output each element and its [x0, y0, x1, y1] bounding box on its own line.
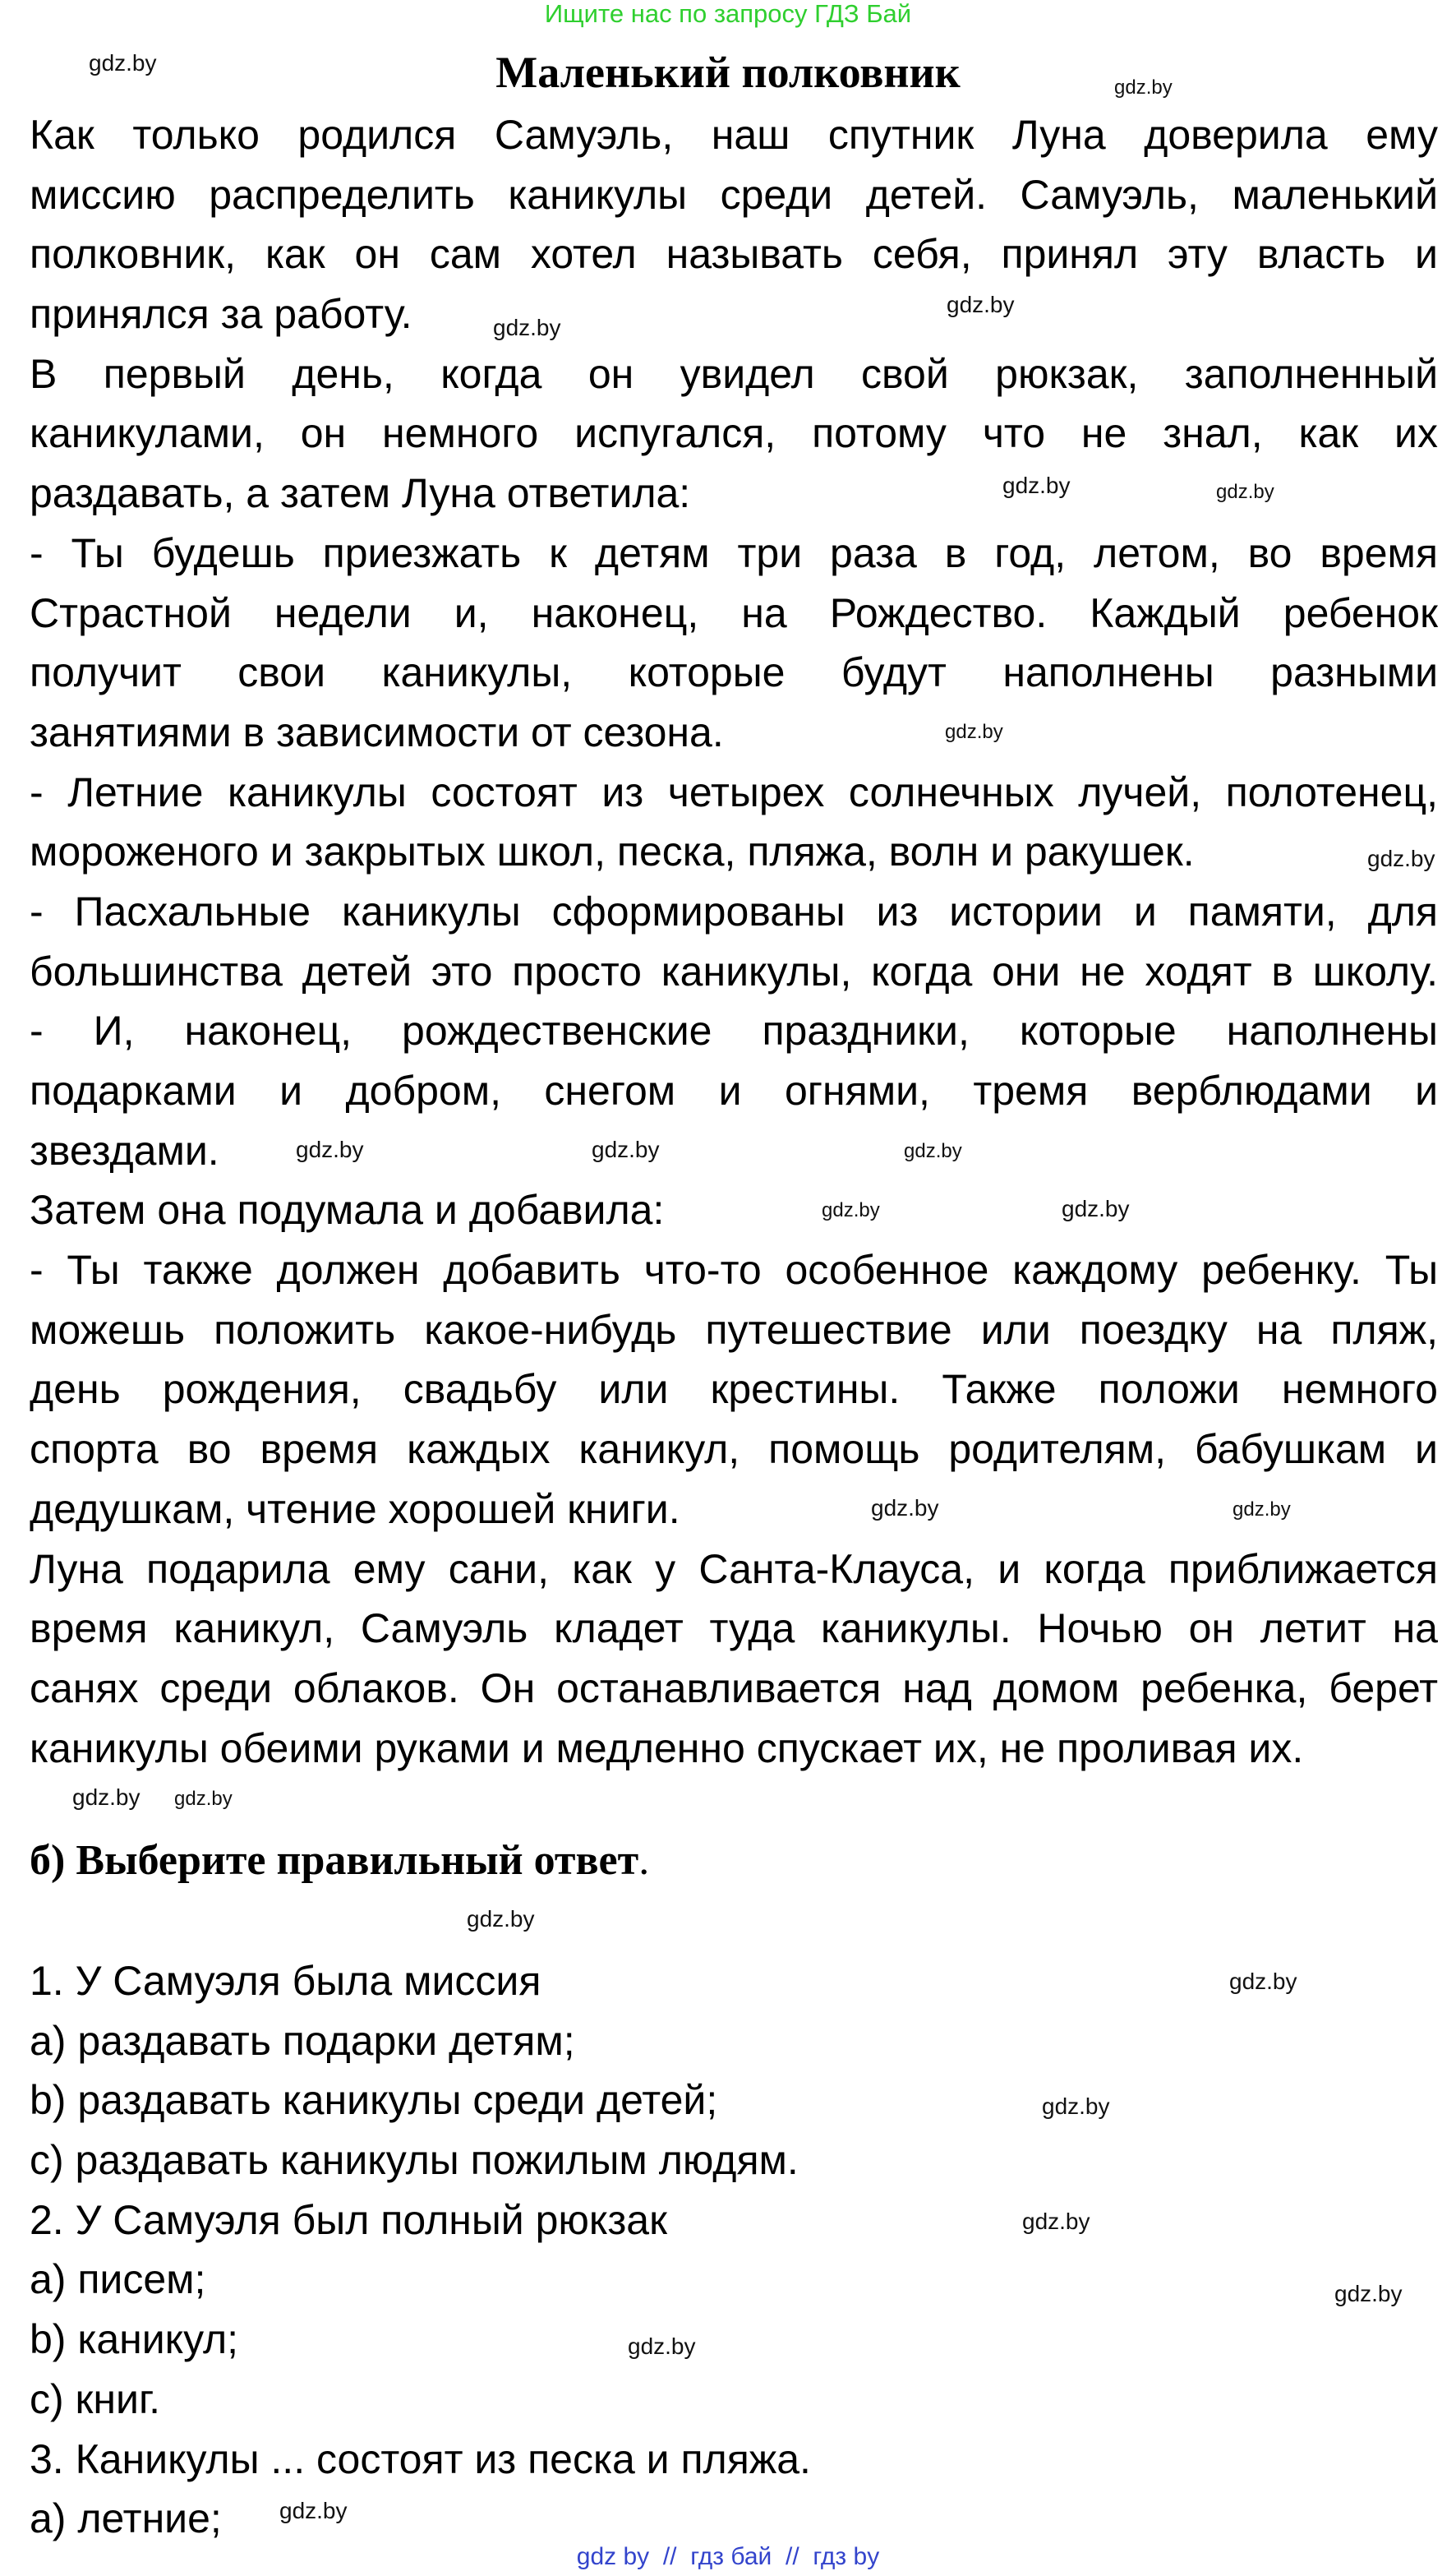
answer-option: а) писем; [30, 2256, 206, 2303]
watermark: gdz.by [945, 721, 1003, 743]
text-line: Страстной недели и, наконец, на Рождество. Каждый ребенок [30, 589, 1438, 636]
text-line: время каникул, Самуэль кладет туда каникулы. Ночью он летит на [30, 1605, 1438, 1652]
answer-option: b) каникул; [30, 2316, 239, 2363]
answer-option: c) книг. [30, 2375, 160, 2422]
watermark: gdz.by [871, 1495, 939, 1521]
text-line: принялся за работу. [30, 291, 412, 338]
answer-option: c) раздавать каникулы пожилым людям. [30, 2137, 799, 2184]
watermark: gdz.by [822, 1199, 880, 1221]
questions [30, 1951, 1438, 2549]
watermark: gdz.by [1114, 76, 1173, 99]
text-line: - И, наконец, рождественские праздники, которые наполнены [30, 1008, 1438, 1055]
text-line: Луна подарила ему сани, как у Санта-Клауса, и когда приближается [30, 1545, 1438, 1592]
watermark: gdz.by [947, 292, 1015, 317]
watermark: gdz.by [904, 1140, 962, 1162]
watermark: gdz.by [628, 2333, 696, 2359]
text-line: каникулы обеими руками и медленно спускает их, не проливая их. [30, 1724, 1304, 1771]
watermark: gdz.by [174, 1788, 233, 1810]
text-line: - Летние каникулы состоят из четырех солнечных лучей, полотенец, [30, 769, 1438, 815]
text-line: дедушкам, чтение хорошей книги. [30, 1485, 680, 1532]
text-line: В первый день, когда он увидел свой рюкзак, заполненный [30, 350, 1438, 397]
section-heading-text: б) Выберите правильный ответ [30, 1837, 639, 1884]
question: 1. У Самуэля была миссия [30, 1958, 541, 2004]
section-heading-dot: . [638, 1837, 650, 1884]
watermark: gdz.by [296, 1137, 364, 1162]
text-line: звездами. [30, 1127, 219, 1174]
watermark: gdz.by [89, 50, 157, 76]
text-line: миссию распределить каникулы среди детей. Самуэль, маленький [30, 171, 1438, 218]
text-line: Затем она подумала и добавила: [30, 1187, 665, 1234]
footer-links[interactable]: gdz by // гдз бай // гдз by [576, 2543, 880, 2570]
watermark: gdz.by [493, 315, 561, 340]
text-line: мороженого и закрытых школ, песка, пляжа, волн и ракушек. [30, 829, 1195, 875]
text-line: - Ты будешь приезжать к детям три раза в год, летом, во время [30, 529, 1438, 576]
section-heading [30, 1831, 649, 1891]
text-line: раздавать, а затем Луна ответила: [30, 470, 691, 517]
text-line: подарками и добром, снегом и огнями, тремя верблюдами и [30, 1068, 1438, 1114]
answer-option: b) раздавать каникулы среди детей; [30, 2077, 718, 2124]
text-line: каникулами, он немного испугался, потому что не знал, как их [30, 410, 1438, 457]
text-line: полковник, как он сам хотел называть себя, принял эту власть и [30, 231, 1438, 278]
section-b [30, 1831, 1438, 1891]
watermark: gdz.by [1233, 1498, 1291, 1521]
answer-option: а) раздавать подарки детям; [30, 2017, 575, 2064]
text-line: - Пасхальные каникулы сформированы из истории и памяти, для [30, 888, 1438, 935]
search-banner[interactable]: Ищите нас по запросу ГДЗ Бай [544, 0, 912, 28]
text-line: Как только родился Самуэль, наш спутник Луна доверила ему [30, 112, 1438, 158]
watermark: gdz.by [279, 2498, 348, 2523]
question: 3. Каникулы ... состоят из песка и пляжа. [30, 2435, 811, 2482]
watermark: gdz.by [467, 1906, 535, 1932]
text-line: большинства детей это просто каникулы, когда они не ходят в школу. [30, 948, 1438, 995]
watermark: gdz.by [1334, 2281, 1403, 2306]
text-line: занятиями в зависимости от сезона. [30, 709, 724, 755]
question: 2. У Самуэля был полный рюкзак [30, 2196, 667, 2243]
answer-option: а) летние; [30, 2495, 222, 2542]
text-line: - Ты также должен добавить что-то особенное каждому ребенку. Ты [30, 1247, 1438, 1294]
watermark: gdz.by [592, 1137, 660, 1162]
text-line: можешь положить какое-нибудь путешествие или поездку на пляж, [30, 1306, 1438, 1353]
text-line: спорта во время каждых каникул, помощь родителям, бабушкам и [30, 1426, 1438, 1473]
watermark: gdz.by [1229, 1969, 1297, 1994]
watermark: gdz.by [72, 1784, 141, 1810]
story-text [30, 105, 1438, 1778]
watermark: gdz.by [1022, 2209, 1090, 2234]
text-line: санях среди облаков. Он останавливается над домом ребенка, берет [30, 1664, 1438, 1711]
watermark: gdz.by [1367, 846, 1435, 871]
watermark: gdz.by [1216, 481, 1274, 503]
page-title: Маленький полковник [495, 48, 961, 97]
watermark: gdz.by [1062, 1196, 1130, 1221]
text-line: день рождения, свадьбу или крестины. Также положи немного [30, 1366, 1438, 1413]
watermark: gdz.by [1002, 473, 1071, 498]
text-line: получит свои каникулы, которые будут наполнены разными [30, 649, 1438, 696]
watermark: gdz.by [1042, 2093, 1110, 2119]
